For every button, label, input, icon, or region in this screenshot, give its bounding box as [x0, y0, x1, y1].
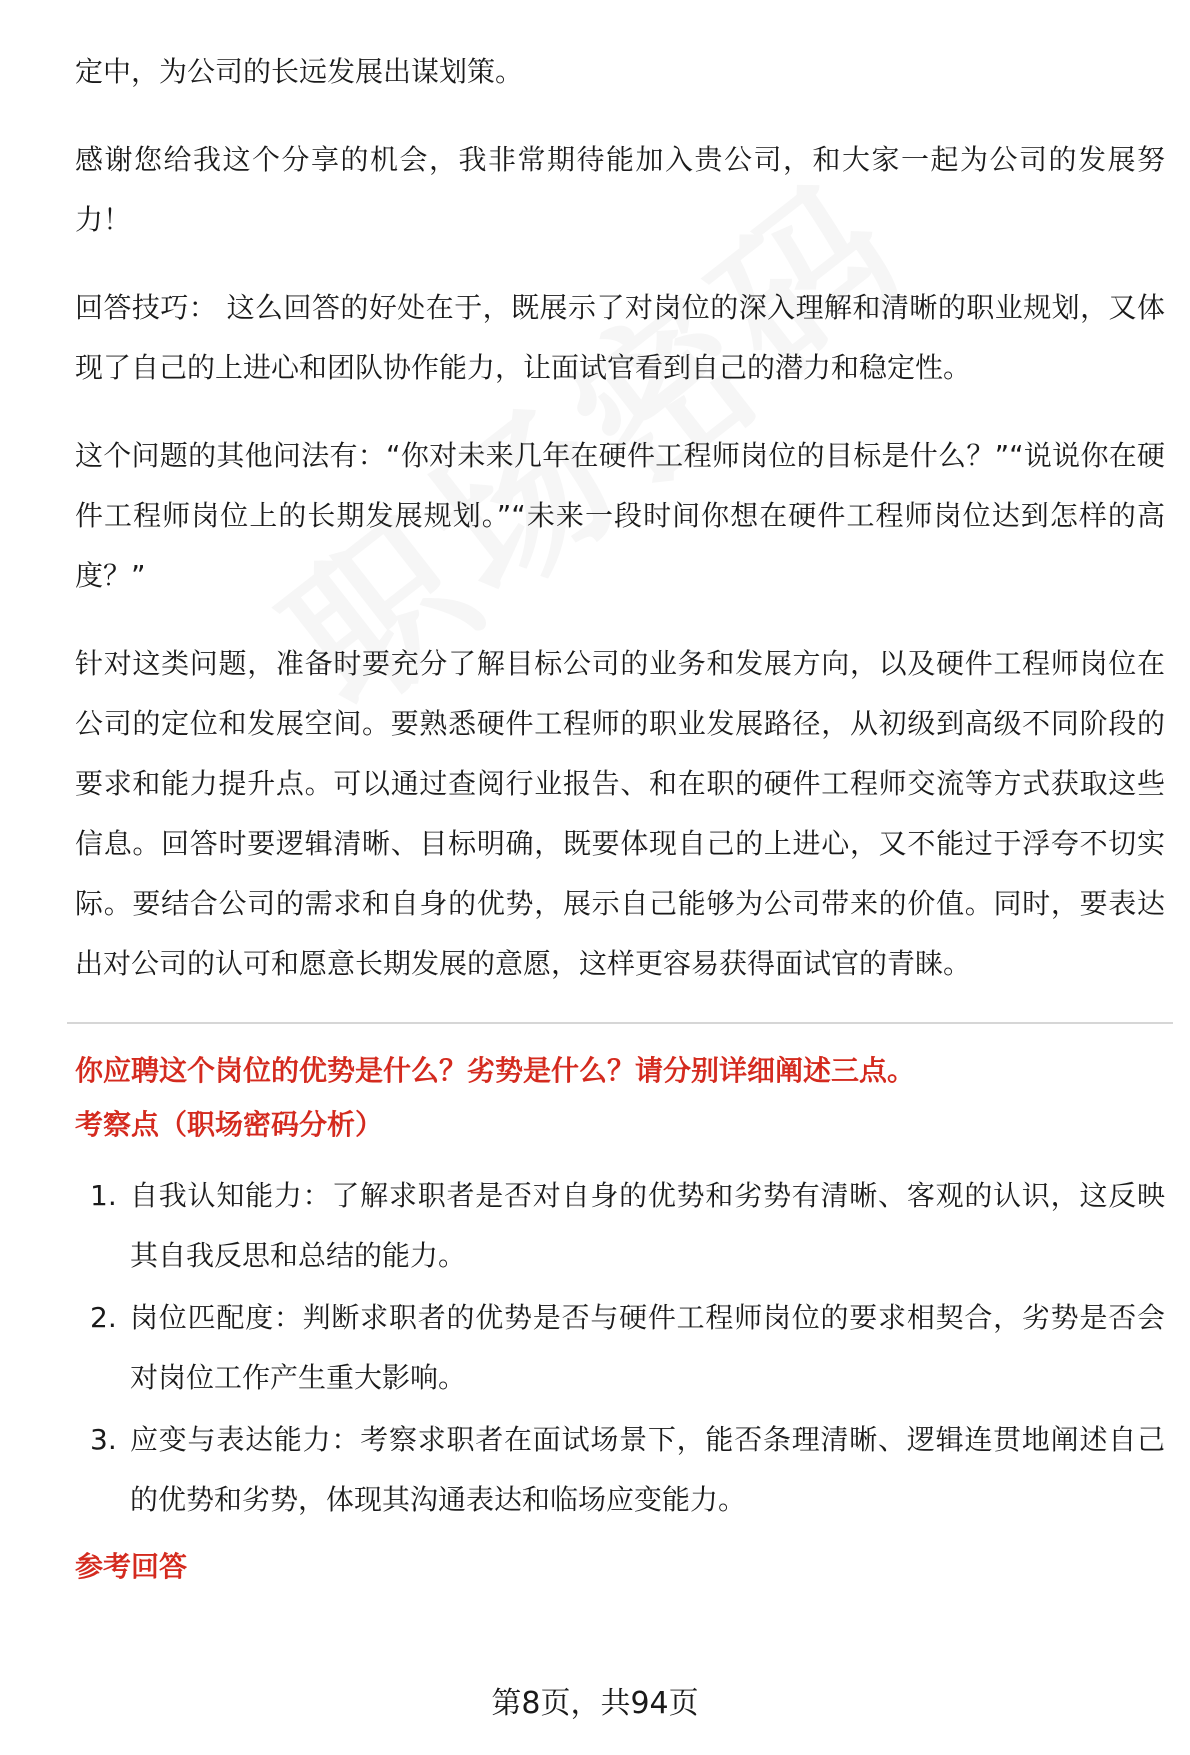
paragraph-preparation-advice: 针对这类问题，准备时要充分了解目标公司的业务和发展方向，以及硬件工程师岗位在公司的定位和发展空间。要熟悉硬件工程师的职业发展路径，从初级到高级不同阶段的要求和能力提升点。可以通过查阅行业报告、和在职的硬件工程师交流等方式获取这些信息。回答时要逻辑清晰、目标明确，既要体现自己的上进心，又不能过于浮夸不切实际。要结合公司的需求和自身的优势，展示自己能够为公司带来的价值。同时，要表达出对公司的认可和愿意长期发展的意愿，这样更容易获得面试官的青睐。 — [75, 647, 1165, 980]
list-item — [75, 1410, 1165, 1530]
question-title: 你应聘这个岗位的优势是什么？劣势是什么？请分别详细阐述三点。 — [75, 1054, 916, 1087]
list-item-number: 2. — [90, 1301, 117, 1334]
points-heading: 考察点（职场密码分析） — [75, 1108, 384, 1141]
paragraph-alternate-questions: 这个问题的其他问法有：“你对未来几年在硬件工程师岗位的目标是什么？”“说说你在硬件工程师岗位上的长期发展规划。”“未来一段时间你想在硬件工程师岗位达到怎样的高度？” — [75, 439, 1165, 592]
list-item — [75, 1288, 1165, 1408]
list-item-text: 岗位匹配度：判断求职者的优势是否与硬件工程师岗位的要求相契合，劣势是否会对岗位工作产生重大影响。 — [130, 1301, 1165, 1394]
list-item — [75, 1166, 1165, 1286]
assessment-points-list — [75, 1166, 1165, 1530]
section-divider — [67, 1022, 1173, 1024]
list-item-text: 应变与表达能力：考察求职者在面试场景下，能否条理清晰、逻辑连贯地阐述自己的优势和劣势，体现其沟通表达和临场应变能力。 — [130, 1423, 1165, 1516]
list-item-text: 自我认知能力：了解求职者是否对自身的优势和劣势有清晰、客观的认识，这反映其自我反思和总结的能力。 — [130, 1179, 1165, 1272]
list-item-number: 3. — [90, 1423, 117, 1456]
paragraph-answer-tips: 回答技巧： 这么回答的好处在于，既展示了对岗位的深入理解和清晰的职业规划，又体现了自己的上进心和团队协作能力，让面试官看到自己的潜力和稳定性。 — [75, 291, 1165, 384]
paragraph-thanks: 感谢您给我这个分享的机会，我非常期待能加入贵公司，和大家一起为公司的发展努力！ — [75, 143, 1165, 236]
page-number-footer: 第8页，共94页 — [491, 1686, 699, 1721]
page-content — [75, 42, 1165, 1594]
list-item-number: 1. — [90, 1179, 117, 1212]
answer-heading: 参考回答 — [75, 1550, 188, 1583]
paragraph-continuation: 定中，为公司的长远发展出谋划策。 — [75, 55, 524, 88]
